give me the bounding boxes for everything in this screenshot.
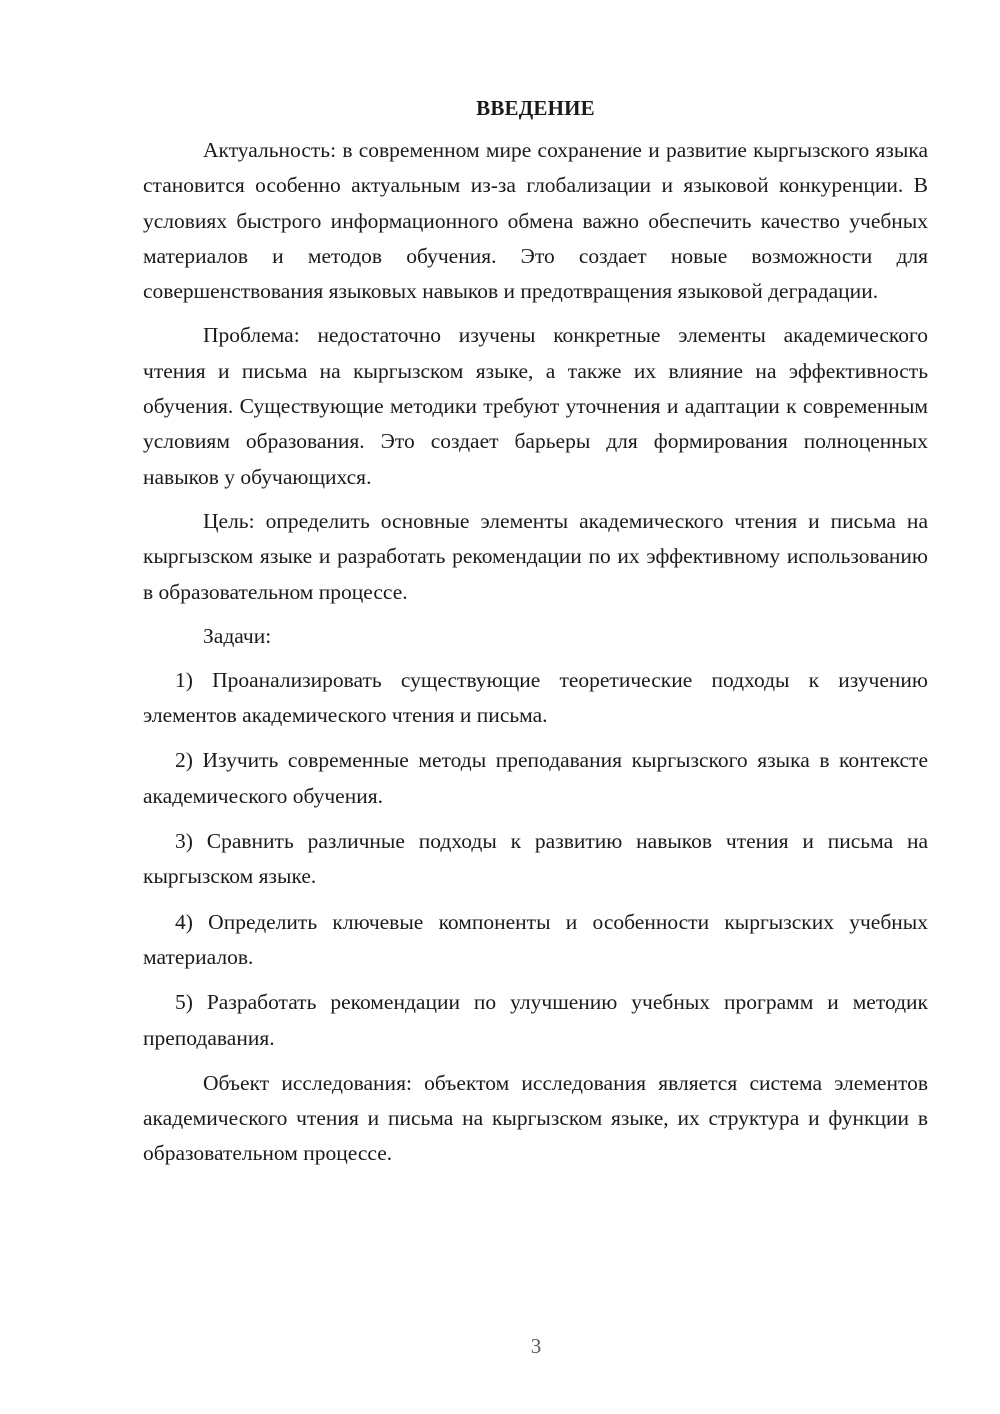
page-number: 3 xyxy=(530,1334,542,1358)
relevance-paragraph: Актуальность: в современном мире сохранение и развитие кыргызского языка становится особенно актуальным из-за глобализации и языковой конкуренции. В условиях быстрого информационного обмена важно обеспечить качество учебных материалов и методов обучения. Это создает новые возможности для совершенствования языковых навыков и предотвращения языковой деградации. xyxy=(143,138,928,304)
document-page xyxy=(143,93,928,1181)
problem-paragraph: Проблема: недостаточно изучены конкретные элементы академического чтения и письма на кыргызском языке, а также их влияние на эффективность обучения. Существующие методики требуют уточнения и адаптации к современным условиям образования. Это создает барьеры для формирования полноценных навыков у обучающихся. xyxy=(143,323,928,489)
task-item-3: 3) Сравнить различные подходы к развитию навыков чтения и письма на кыргызском языке. xyxy=(143,829,928,889)
task-item-2: 2) Изучить современные методы преподавания кыргызского языка в контексте академического обучения. xyxy=(143,748,928,808)
task-item-5: 5) Разработать рекомендации по улучшению учебных программ и методик преподавания. xyxy=(143,990,928,1050)
page-title: ВВЕДЕНИЕ xyxy=(476,96,595,120)
task-item-1: 1) Проанализировать существующие теоретические подходы к изучению элементов академического чтения и письма. xyxy=(143,667,928,728)
tasks-heading: Задачи: xyxy=(203,623,272,648)
task-item-4: 4) Определить ключевые компоненты и особенности кыргызских учебных материалов. xyxy=(143,909,928,969)
goal-paragraph: Цель: определить основные элементы академического чтения и письма на кыргызском языке и разработать рекомендации по их эффективному использованию в образовательном процессе. xyxy=(143,508,928,604)
object-paragraph: Объект исследования: объектом исследования является система элементов академического чтения и письма на кыргызском языке, их структура и функции в образовательном процессе. xyxy=(143,1070,928,1166)
